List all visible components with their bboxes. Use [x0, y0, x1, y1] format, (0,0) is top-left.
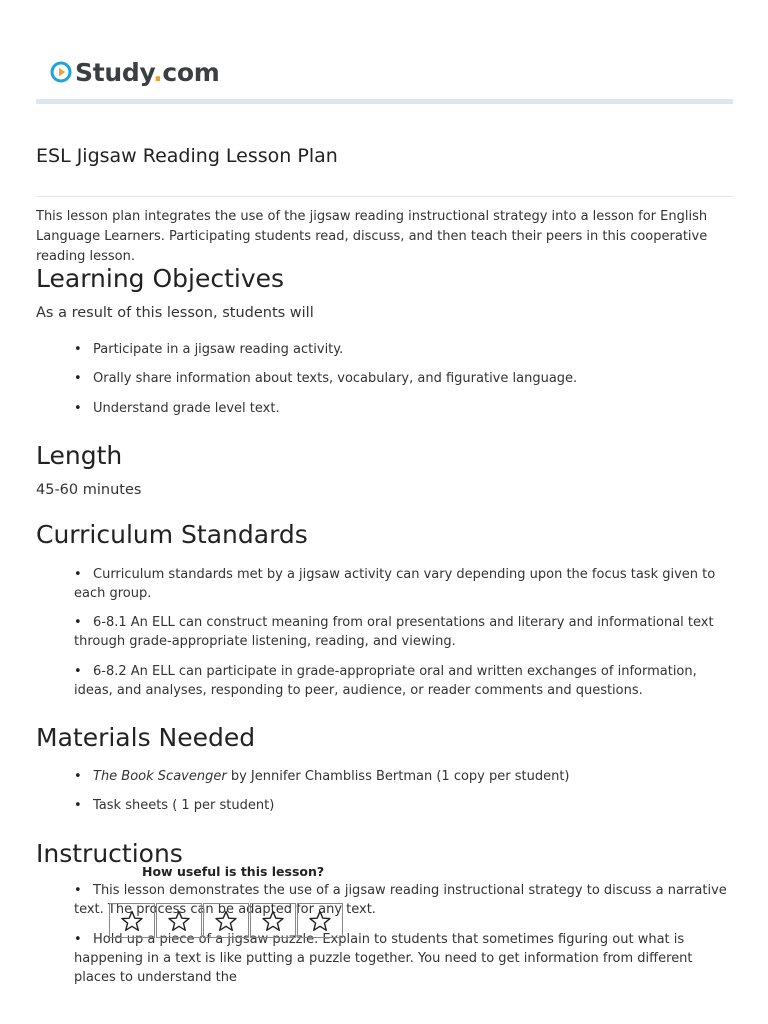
title-divider	[36, 196, 733, 197]
page-title: ESL Jigsaw Reading Lesson Plan	[36, 145, 338, 167]
list-item: • Curriculum standards met by a jigsaw activity can vary depending upon the focus task given to each group.	[74, 567, 716, 601]
length-value: 45-60 minutes	[36, 482, 142, 498]
standards-heading: Curriculum Standards	[36, 520, 308, 549]
list-item: • 6-8.2 An ELL can participate in grade-appropriate oral and written exchanges of information, ideas, and analyses, responding to peer, audience, or reader comments and questions.	[74, 664, 697, 698]
star-outline-icon	[167, 909, 191, 933]
star-outline-icon	[214, 909, 238, 933]
materials-heading: Materials Needed	[36, 723, 256, 752]
list-item: • Participate in a jigsaw reading activity.	[74, 342, 344, 357]
objectives-heading: Learning Objectives	[36, 264, 285, 293]
study-com-logo[interactable]	[50, 56, 220, 88]
book-title: The Book Scavenger	[93, 769, 227, 784]
objectives-lead: As a result of this lesson, students will	[36, 305, 314, 321]
list-item: • 6-8.1 An ELL can construct meaning from oral presentations and literary and informational text through grade-appropriate listening, reading, and viewing.	[74, 615, 714, 649]
rating-star-1[interactable]	[109, 903, 155, 938]
site-header	[0, 0, 768, 105]
intro-paragraph: This lesson plan integrates the use of the jigsaw reading instructional strategy into a lesson for English Language Learners. Participating students read, discuss, and then teach their peers in this cooperative reading lesson.	[36, 209, 708, 264]
rating-question: How useful is this lesson?	[142, 864, 325, 879]
rating-star-2[interactable]	[156, 903, 202, 938]
list-item: • Hold up a piece of a jigsaw puzzle. Explain to students that sometimes figuring out what is happening in a text is like putting a puzzle together. You need to get information from different places to understand the	[74, 932, 693, 985]
star-outline-icon	[120, 909, 144, 933]
star-outline-icon	[261, 909, 285, 933]
lesson-rating-widget	[109, 864, 349, 944]
length-heading: Length	[36, 441, 123, 470]
list-item: • Understand grade level text.	[74, 401, 280, 416]
list-item: • This lesson demonstrates the use of a jigsaw reading instructional strategy to discuss a narrative text. The process can be adapted for any text.	[74, 883, 727, 917]
star-outline-icon	[308, 909, 332, 933]
logo-wordmark: Study.com	[75, 57, 220, 87]
list-item: • Orally share information about texts, vocabulary, and figurative language.	[74, 371, 578, 386]
rating-star-4[interactable]	[250, 903, 296, 938]
header-divider	[36, 99, 733, 104]
instructions-heading: Instructions	[36, 839, 183, 868]
rating-star-3[interactable]	[203, 903, 249, 938]
star-rating	[109, 903, 344, 938]
list-item: • The Book Scavenger by Jennifer Chambliss Bertman (1 copy per student)	[74, 769, 570, 784]
play-circle-icon	[50, 61, 72, 83]
rating-star-5[interactable]	[297, 903, 343, 938]
list-item: • Task sheets ( 1 per student)	[74, 798, 275, 813]
